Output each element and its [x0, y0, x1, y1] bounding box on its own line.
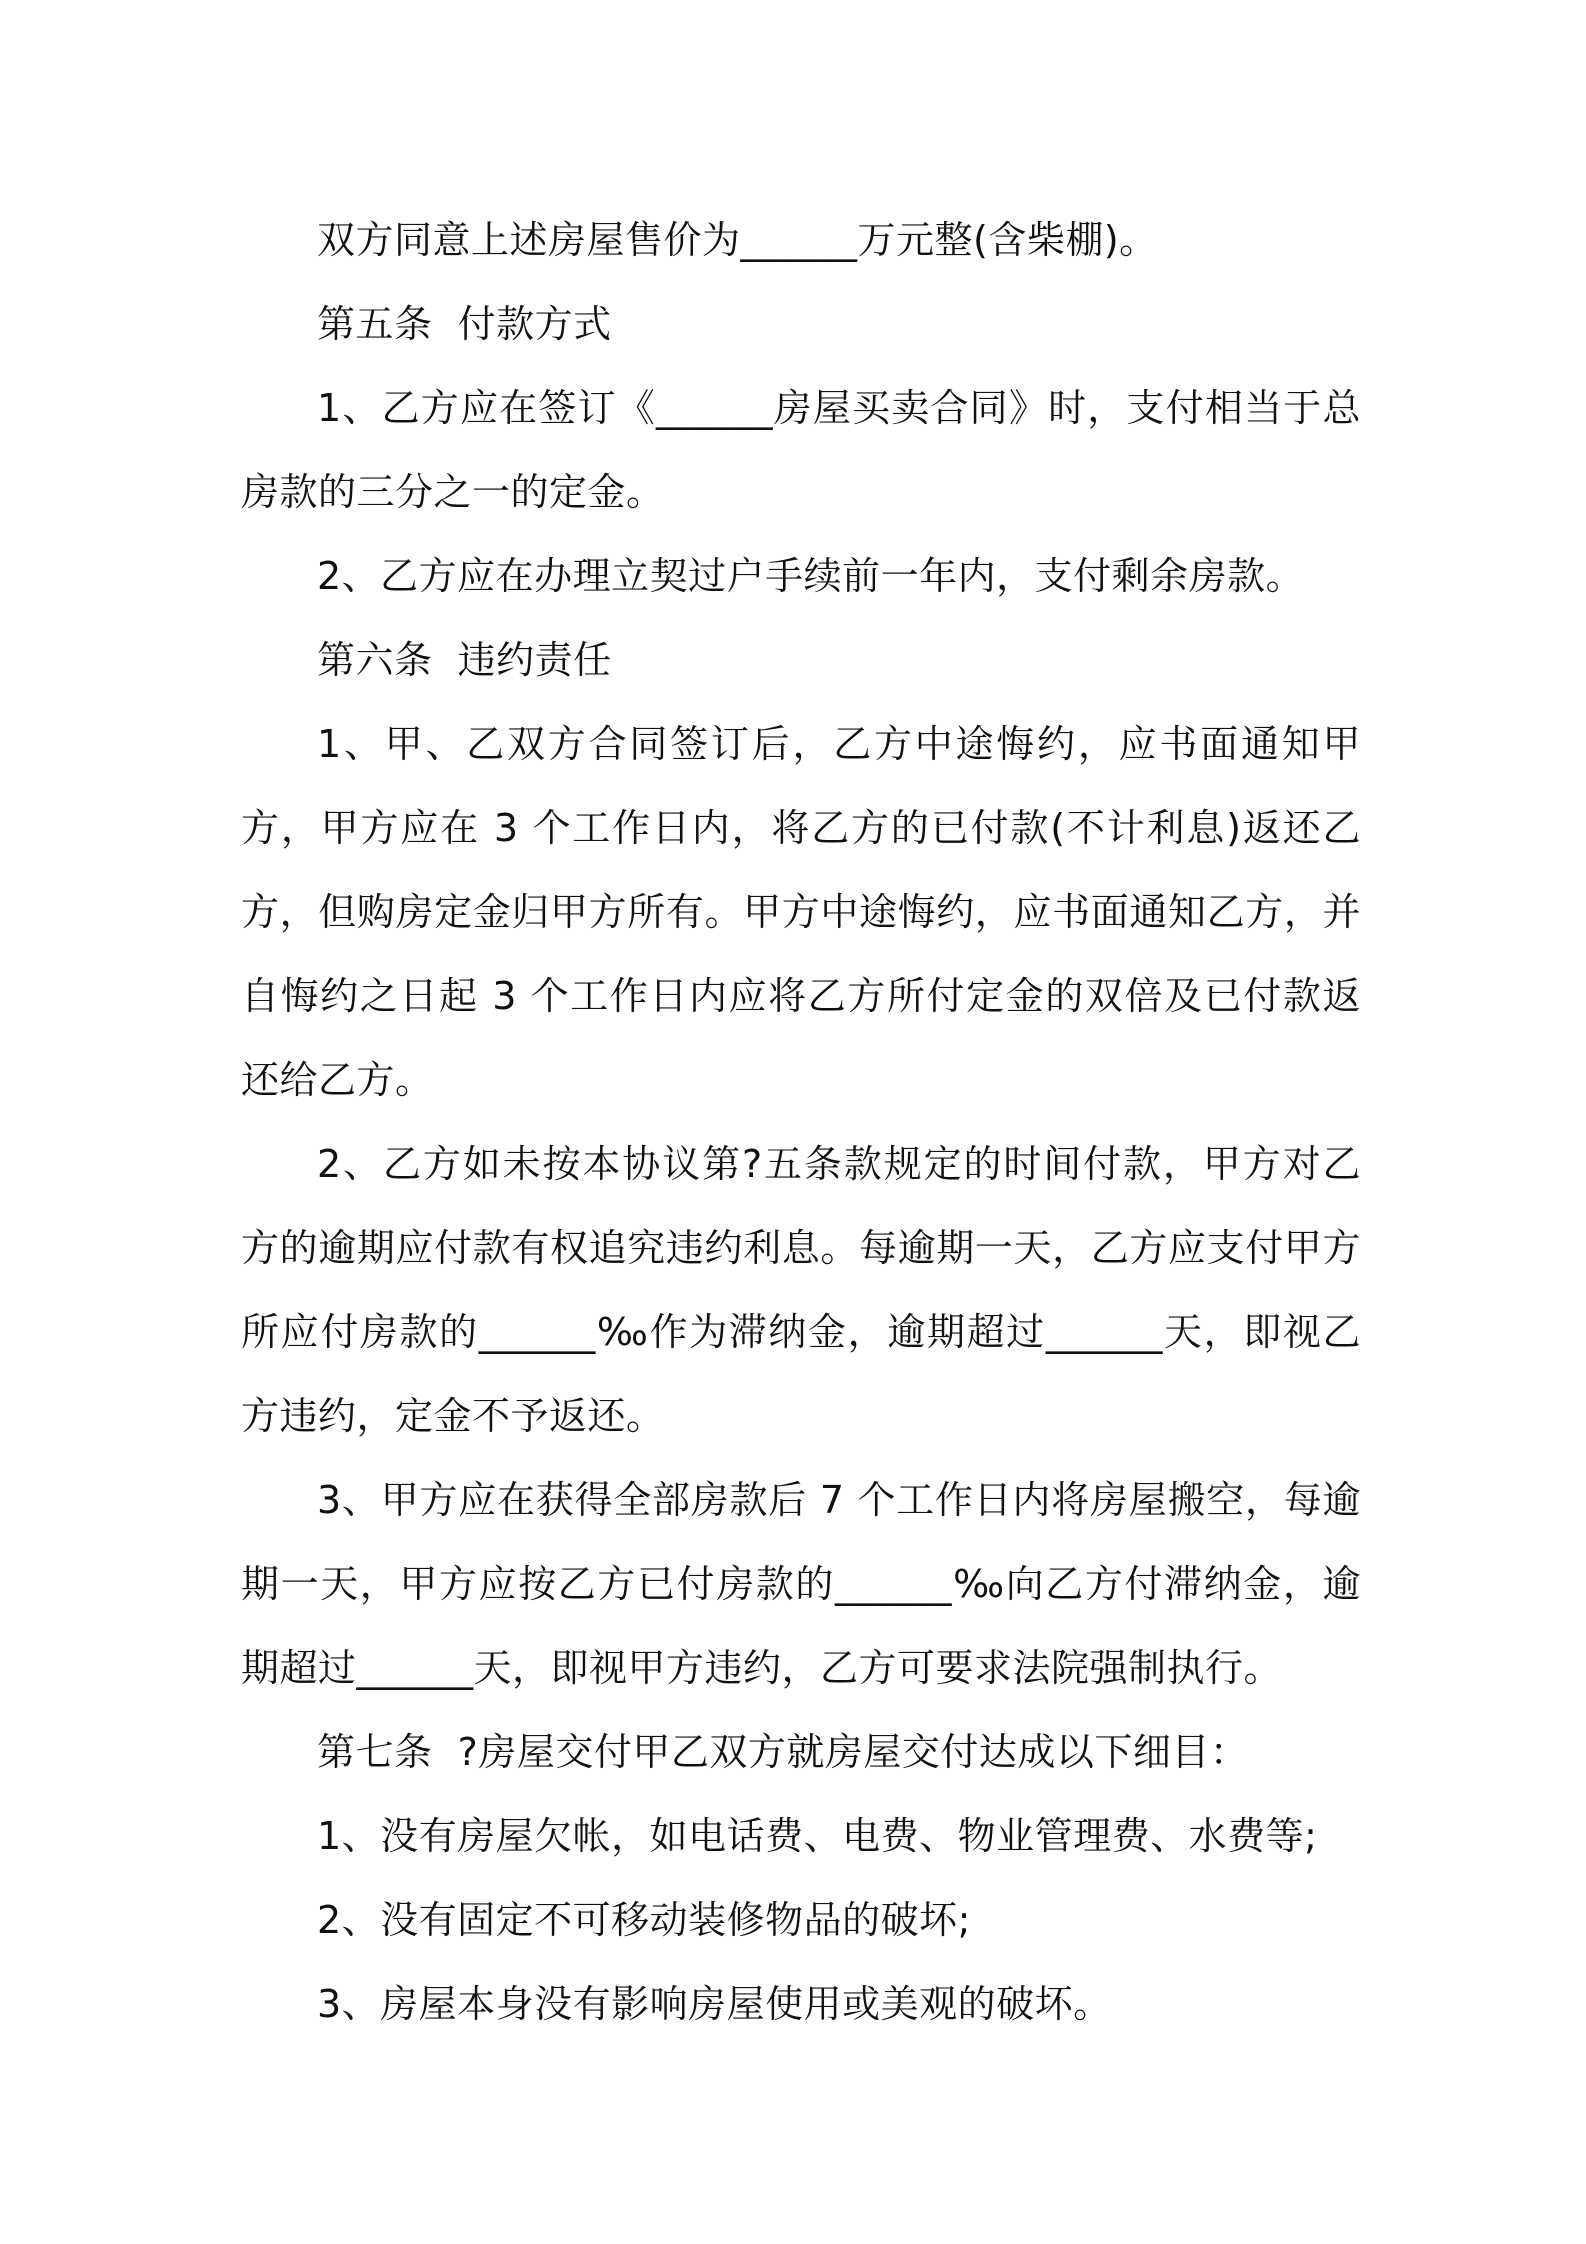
- paragraph-payment-2: 2、乙方应在办理立契过户手续前一年内，支付剩余房款。: [317, 554, 1305, 598]
- paragraph-delivery-2: 2、没有固定不可移动装修物品的破坏;: [317, 1898, 971, 1942]
- paragraph-breach-2: 2、乙方如未按本协议第?五条款规定的时间付款，甲方对乙方的逾期应付款有权追究违约利息。每逾期一天，乙方应支付甲方所应付房款的______‰作为滞纳金，逾期超过______天，即视乙方违约，定金不予返还。: [241, 1142, 1361, 1438]
- paragraph-breach-3: 3、甲方应在获得全部房款后 7 个工作日内将房屋搬空，每逾期一天，甲方应按乙方已付房款的______‰向乙方付滞纳金，逾期超过______天，即视甲方违约，乙方可要求法院强制执行。: [241, 1478, 1361, 1690]
- heading-article-6: 第六条 违约责任: [317, 638, 612, 682]
- paragraph-delivery-1: 1、没有房屋欠帐，如电话费、电费、物业管理费、水费等;: [317, 1814, 1318, 1858]
- paragraph-delivery-3: 3、房屋本身没有影响房屋使用或美观的破坏。: [317, 1982, 1112, 2026]
- paragraph-breach-1: 1、甲、乙双方合同签订后，乙方中途悔约，应书面通知甲方，甲方应在 3 个工作日内，将乙方的已付款(不计利息)返还乙方，但购房定金归甲方所有。甲方中途悔约，应书面通知乙方，并自悔约之日起 3 个工作日内应将乙方所付定金的双倍及已付款返还给乙方。: [241, 722, 1361, 1102]
- heading-article-5: 第五条 付款方式: [317, 302, 612, 346]
- document-body: [241, 198, 1361, 2046]
- paragraph-payment-1: 1、乙方应在签订《______房屋买卖合同》时，支付相当于总房款的三分之一的定金。: [241, 386, 1361, 514]
- paragraph-price: 双方同意上述房屋售价为______万元整(含柴棚)。: [317, 218, 1158, 262]
- heading-article-7: 第七条 ?房屋交付甲乙双方就房屋交付达成以下细目：: [317, 1730, 1249, 1774]
